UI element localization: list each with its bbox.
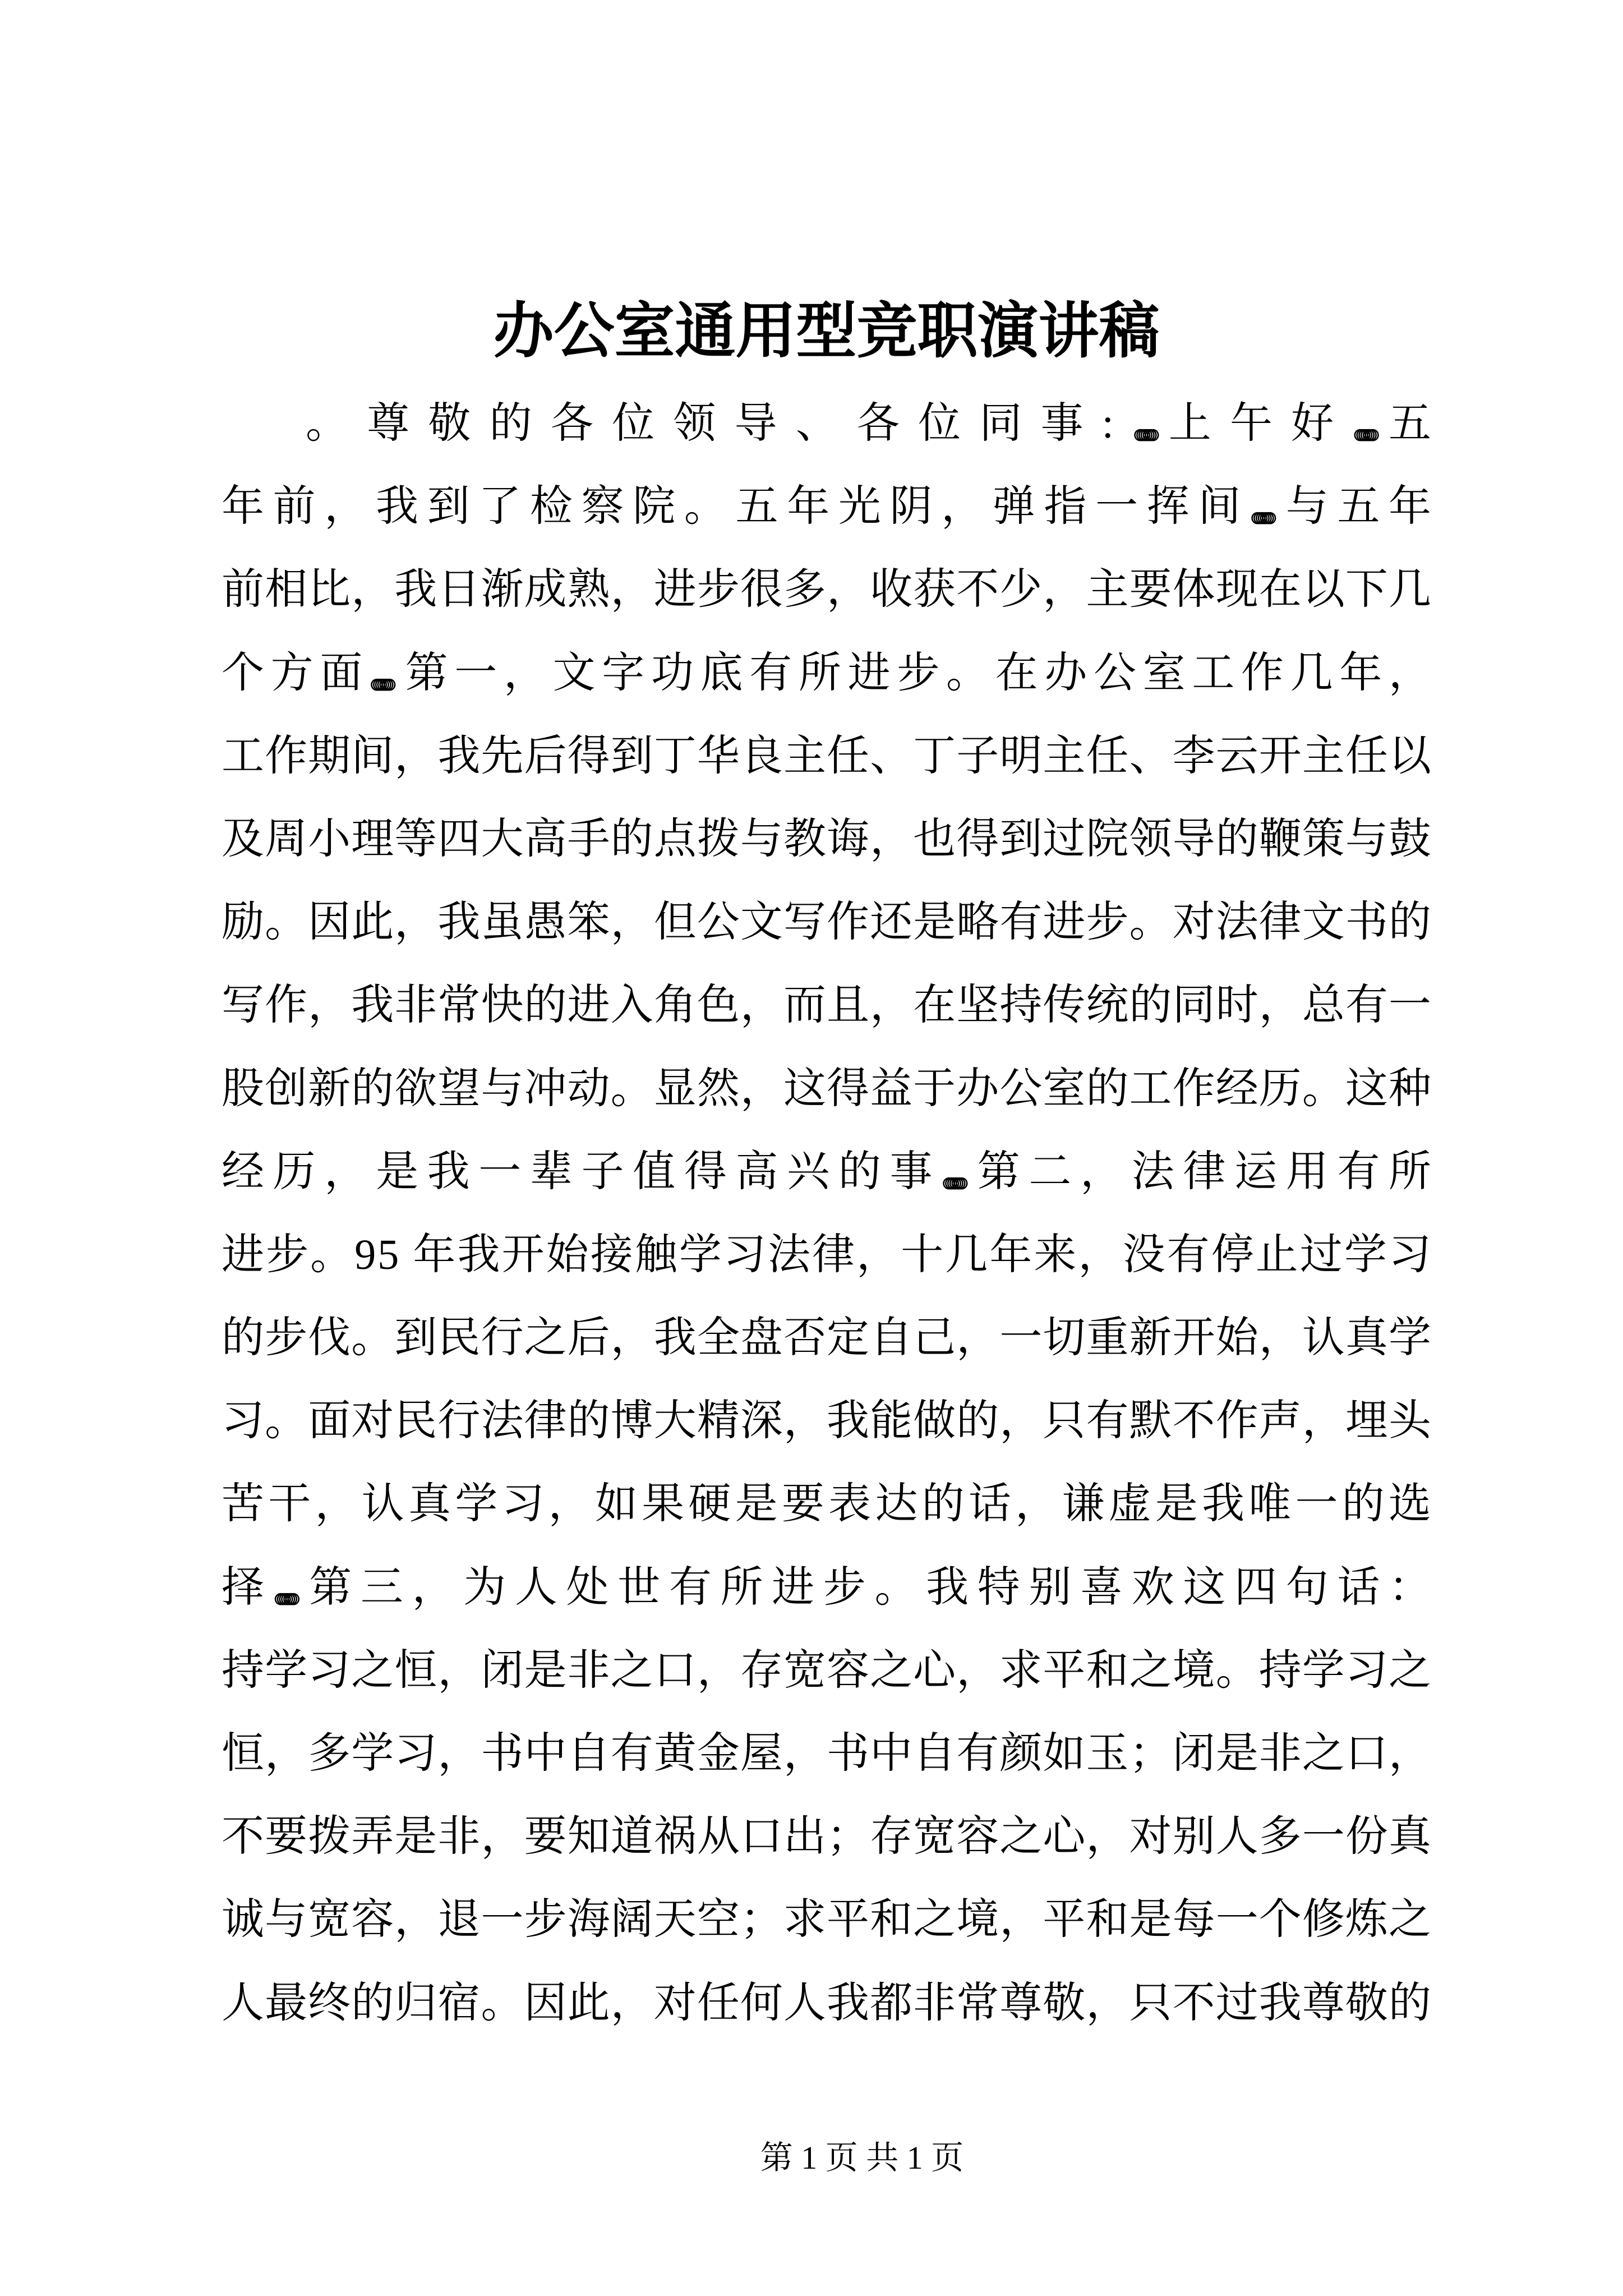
ellipsis-dots: 。。。。。。。 xyxy=(1249,483,1286,531)
body-line-text: 持学习之恒，闭是非之口，存宽容之心，求平和之境。持学习之 xyxy=(222,1646,1432,1694)
body-line-text: 习。面对民行法律的博大精深，我能做的，只有默不作声，埋头 xyxy=(222,1397,1432,1445)
body-line-text: 不要拨弄是非，要知道祸从口出；存宽容之心，对别人多一份真 xyxy=(222,1813,1432,1861)
body-line-text: 股创新的欲望与冲动。显然，这得益于办公室的工作经历。这种 xyxy=(222,1065,1432,1112)
body-line xyxy=(222,1878,1431,1961)
ellipsis-dots: 。。。。。。。 xyxy=(1132,400,1169,447)
body-line-text: 苦干，认真学习，如果硬是要表达的话，谦虚是我唯一的选 xyxy=(222,1480,1436,1528)
body-line-text: 诚与宽容，退一步海阔天空；求平和之境，平和是每一个修炼之 xyxy=(222,1896,1432,1944)
body-line xyxy=(222,465,1440,548)
body-line xyxy=(222,715,1431,798)
ellipsis-dots: 。。。。。。。 xyxy=(273,1563,310,1611)
body-line xyxy=(306,382,1450,465)
body-line-text: 前相比，我日渐成熟，进步很多，收获不少，主要体现在以下几 xyxy=(222,566,1432,614)
body-line-text: 年前，我到了检察院。五年光阴，弹指一挥间。。。。。。。与五年 xyxy=(222,483,1440,531)
body-line xyxy=(222,548,1431,631)
body-line xyxy=(222,1379,1431,1462)
body-line xyxy=(222,1546,1440,1629)
body-line-text: 。尊敬的各位领导、各位同事:。。。。。。。上午好。。。。。。。五 xyxy=(306,400,1450,447)
body-line xyxy=(222,964,1431,1047)
document-body xyxy=(222,382,1450,2045)
body-line xyxy=(222,1962,1431,2045)
body-line-text: 进步。95 年我开始接触学习法律，十几年来，没有停止过学习 xyxy=(222,1231,1433,1278)
body-line-text: 写作，我非常快的进入角色，而且，在坚持传统的同时，总有一 xyxy=(222,982,1432,1029)
ellipsis-dots: 。。。。。。。 xyxy=(1352,400,1389,447)
body-line-text: 人最终的归宿。因此，对任何人我都非常尊敬，只不过我尊敬的 xyxy=(222,1979,1432,2027)
body-line xyxy=(222,632,1438,715)
body-line xyxy=(222,1213,1431,1296)
body-line xyxy=(222,1462,1436,1545)
body-line xyxy=(222,1296,1431,1379)
body-line xyxy=(222,1712,1431,1795)
body-line-text: 的步伐。到民行之后，我全盘否定自己，一切重新开始，认真学 xyxy=(222,1314,1432,1362)
body-line-text: 恒，多学习，书中自有黄金屋，书中自有颜如玉；闭是非之口， xyxy=(222,1730,1432,1777)
body-line-text: 工作期间，我先后得到丁华良主任、丁子明主任、李云开主任以 xyxy=(222,732,1432,780)
body-line xyxy=(222,1047,1431,1130)
ellipsis-dots: 。。。。。。。 xyxy=(369,649,405,697)
page-footer: 第 1 页 共 1 页 xyxy=(760,2139,964,2176)
body-line-text: 及周小理等四大高手的点拨与教诲，也得到过院领导的鞭策与鼓 xyxy=(222,815,1432,863)
body-line xyxy=(222,798,1431,881)
body-line-text: 择。。。。。。。第三，为人处世有所进步。我特别喜欢这四句话： xyxy=(222,1563,1440,1611)
body-line xyxy=(222,881,1431,964)
body-line-text: 经历，是我一辈子值得高兴的事。。。。。。。第二，法律运用有所 xyxy=(222,1148,1440,1195)
body-line-text: 个方面。。。。。。。第一，文字功底有所进步。在办公室工作几年， xyxy=(222,649,1438,697)
body-line xyxy=(222,1130,1440,1213)
body-line xyxy=(222,1795,1431,1878)
body-line-text: 励。因此，我虽愚笨，但公文写作还是略有进步。对法律文书的 xyxy=(222,899,1432,946)
ellipsis-dots: 。。。。。。。 xyxy=(941,1148,978,1195)
document-title: 办公室通用型竞职演讲稿 xyxy=(493,298,1160,365)
body-line xyxy=(222,1629,1431,1712)
